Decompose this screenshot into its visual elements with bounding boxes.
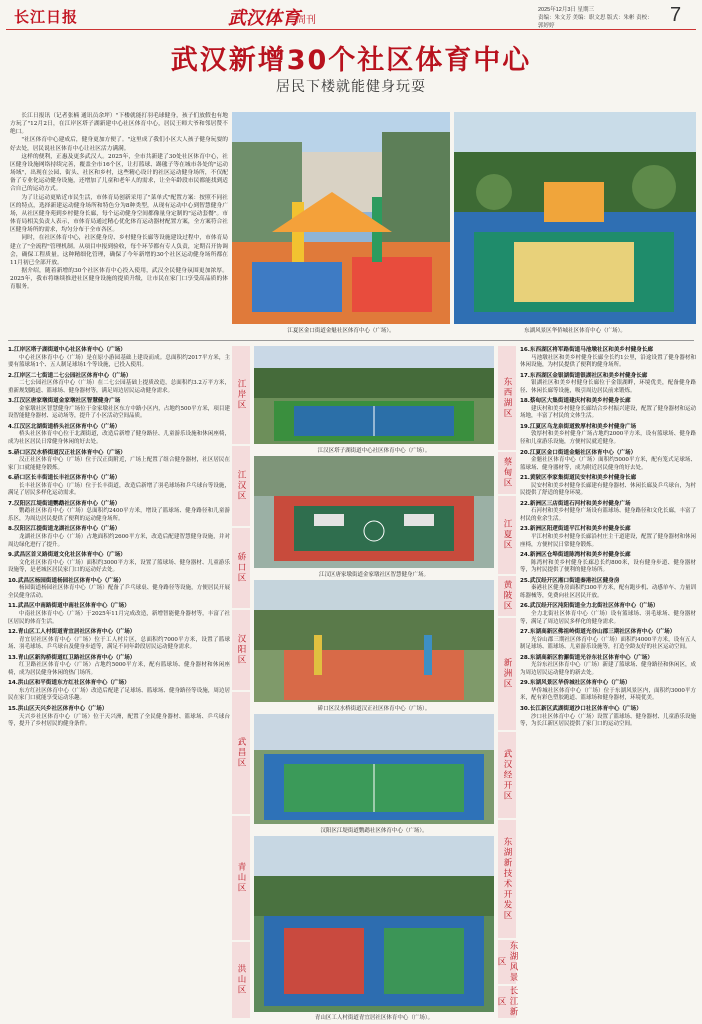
item-title: 21.黄陂区李家集街道民安村和美乡村健身长廊 — [520, 475, 637, 482]
photo-jinkui-community — [232, 112, 450, 324]
district-band: 青山区 — [232, 816, 250, 940]
item-title: 24.新洲区仓埠街道陈湾村和美乡村健身长廊 — [520, 552, 631, 559]
lead-paragraph: 长江日报讯（记者张楠 通讯员余坪）"下楼就能打羽毛球健身，孩子们放假也有地方玩了"12月2日，在江岸区塔子湖新建中心社区体育中心，居民王师大爷和邻居赞不绝口。 — [10, 113, 228, 136]
photo-caption: 汉阳区江堤街道鹦鹉社区体育中心（广场）。 — [320, 828, 428, 834]
section-subtitle: 周刊 — [296, 15, 316, 26]
item-title: 26.武汉经开区沌阳街道全力北街社区体育中心（广场） — [520, 603, 659, 610]
photo-huaqiaocheng-community — [454, 112, 696, 324]
item-body: 石河村和美乡村健身广场设有篮球场、健身路径和文化长廊，丰富了村民的业余生活。 — [520, 508, 697, 522]
masthead — [6, 4, 696, 30]
item-title: 7.汉阳区江堤街道鹦鹉社区体育中心（广场） — [8, 500, 121, 507]
item-title: 6.硚口区长丰街道长丰社区体育中心（广场） — [8, 475, 121, 482]
lead-paragraph: 为了让运动更贴近市民生活，市体育局创新采用了"菜单式"配置方案：按照不同社区的特点，选择新建运动健身场所和特色分为8种类型，从现有运动中心到智慧健身广场，从社区健身苑到乡村健身长廊，每个运动健身空间都像量身定制的"运动套餐"。市体育局相关负责人表示，市体育局通过精心优化体育运动器材配置方案，全方案符合社区健身场所的需求，均匀分布于全市各区。 — [10, 194, 228, 234]
item-body: 秦港社区健身房面积约300平方米，配有跑步机、动感单车、力量训练器械等，免费向社区居民开放。 — [520, 585, 696, 599]
item-body: 中南社区体育中心（广场）于2025年11月完成改造，新增智能健身器材等，丰富了社区居民的体育生活。 — [8, 610, 230, 625]
item-title: 1.江岸区塔子湖街道中心社区体育中心（广场） — [8, 347, 126, 353]
item-body: 银湖社区和美乡村健身长廊位于金银湖畔，环境优美，配备健身路径、休闲长廊等设施，吸引周边居民前来锻炼。 — [520, 380, 696, 394]
district-band: 江夏区 — [498, 496, 516, 574]
item-title: 27.东湖高新区佛祖岭街道光谷山郡三期社区体育中心（广场） — [520, 629, 676, 636]
item-body: 文化社区体育中心（广场）面积约3000平方米，设置了篮球场、健身器材、儿童游乐设施等，是老城区居民家门口的运动好去处。 — [8, 559, 230, 574]
photo-caption: 江夏区金口街道金魁社区体育中心（广场）。 — [287, 328, 395, 334]
district-band: 长江新区 — [496, 986, 518, 1018]
item-body: 龙湖社区体育中心（广场）占地面积约2600平方米，改造后配建智慧健身设施，并对周边绿化进行了提升。 — [8, 534, 230, 548]
item-title: 4.江汉区北湖街道桥头社区体育中心（广场） — [8, 423, 121, 430]
lead-paragraph: 据介绍，随着新增的30个社区体育中心投入使用，武汉全民健身氛围更加浓厚。2025年，我市将继续推进社区健身设施的提质升级，让市民在家门口享受高品质的体育服务。 — [10, 267, 228, 291]
newspaper-logo: 长江日报 — [14, 8, 79, 26]
item-body: 陈湾村和美乡村健身长廊总长约800米，设有健身步道、健身器材等，为村民提供了便利的健身场所。 — [520, 559, 696, 574]
item-body: 敦厚村和美乡村健身广场占地约2000平方米，设有篮球场、健身路径和儿童游乐设施，方便村民就近健身。 — [520, 431, 696, 446]
lead-paragraph: 同时，在社区体育中心，社区健身房、乡村健身长廊等设施建设过程中，市体育局建立了"全流程"管理机制。从项目申报到验收，每个环节都有专人负责，定期召开协调会，确保工程质量。这种精细化管理，确保了今年新增的30个社区运动健身场所都在11月初已全部开放。 — [10, 235, 228, 266]
photo-jinjiadun-community — [254, 456, 494, 568]
item-title: 2.江岸区二七街道二七公园社区体育中心（广场） — [8, 372, 132, 379]
item-body: 沙口社区体育中心（广场）设置了篮球场、健身器材、儿童游乐设施等，为长江新区居民提供了家门口的运动空间。 — [520, 713, 697, 728]
lead-paragraph: "社区体育中心建成后，健身更加方便了。"这里成了我们小区大人孩子健身玩耍的好去处，居民说社区体育中心让社区活力满满。 — [10, 137, 228, 152]
subheadline: 居民下楼就能健身玩耍 — [276, 79, 426, 95]
item-title: 9.武昌区首义路街道文化社区体育中心（广场） — [8, 552, 126, 559]
items-left-column — [8, 344, 230, 729]
item-title: 29.东湖风景区华侨城社区体育中心（广场） — [520, 680, 631, 687]
item-title: 30.长江新区武湖街道沙口社区体育中心（广场） — [520, 705, 642, 712]
photo-qingyiju-community — [254, 836, 494, 1012]
section-divider — [8, 340, 694, 341]
headline: 武汉新增30个社区体育中心 — [170, 45, 532, 76]
item-title: 10.武昌区杨园街道杨园社区体育中心（广场） — [8, 577, 125, 584]
district-band: 武昌区 — [232, 692, 250, 814]
item-title: 5.硚口区汉水桥街道汉正社区体育中心（广场） — [8, 449, 126, 456]
item-title: 3.江汉区唐家墩街道金家墩社区智慧健身广场 — [8, 398, 121, 405]
photo-tazihu-community — [254, 346, 494, 444]
item-body: 金家墩社区智慧健身广场位于金家墩社区东方中路小区内，占地约500平方米，项目建设智能健身器材、运动场等，提升了小区活动空间品质。 — [8, 405, 230, 420]
photo-caption: 青山区工人村街道青宜居社区体育中心（广场）。 — [314, 1015, 434, 1021]
item-body: 华侨城社区体育中心（广场）位于东湖风景区内，面积约3000平方米，配有彩色塑胶跑道、篮球场和健身器材，环境优美。 — [520, 687, 696, 702]
item-body: 民安村和美乡村健身长廊建有健身器材、休闲长廊及乒乓球台，为村民提供了舒适的健身环境。 — [520, 482, 697, 497]
page-number: 7 — [670, 4, 682, 26]
item-title: 25.武汉经开区湘口街道秦港社区健身房 — [520, 577, 620, 584]
district-band: 江岸区 — [232, 346, 250, 444]
photo-caption: 江汉区唐家墩街道金家墩社区智慧健身广场。 — [318, 572, 429, 578]
item-body: 中心社区体育中心（广场）是在原小游园基础上建设而成。总面积约2017平方米，主要有篮球场1个、五人制足球场1个等设施，已投入使用。 — [8, 354, 230, 369]
district-band: 硚口区 — [232, 528, 250, 608]
item-body: 天兴乡社区体育中心（广场）位于天兴洲，配置了全民健身器材、篮球场、乒乓球台等，提升了乡村居民的健身条件。 — [8, 713, 230, 728]
item-title: 16.东西湖区将军路街道马池墩社区和美乡村健身长廊 — [520, 347, 653, 353]
photo-caption: 东湖风景区华侨城社区体育中心（广场）。 — [524, 328, 626, 334]
photo-yingwu-community — [254, 714, 494, 824]
district-band: 武汉经开区 — [498, 732, 516, 818]
section-title: 武汉体育 — [228, 8, 300, 29]
item-body: 杨园街道杨园社区体育中心（广场）配备了乒乓球桌、健身路径等设施，方便居民开展全民健身活动。 — [8, 585, 230, 599]
district-band: 东西湖区 — [498, 346, 516, 450]
item-body: 鹦鹉社区体育中心（广场）总面积约2400平方米，增设了篮球场、健身路径和儿童游乐区，为周边居民提供了便利的运动健身场所。 — [8, 508, 230, 522]
item-body: 东方红社区体育中心（广场）改造后配建了足球场、篮球场、健身路径等设施，周边居民在家门口就能享受运动乐趣。 — [8, 687, 230, 702]
item-title: 18.蔡甸区大集街道建庆村和美乡村健身长廊 — [520, 398, 631, 405]
district-band: 新洲区 — [498, 618, 516, 730]
item-title: 20.江夏区金口街道金魁社区体育中心（广场） — [520, 449, 637, 456]
issue-date: 2025年12月3日 星期三 — [538, 7, 594, 13]
item-title: 23.新洲区阳逻街道平江村和美乡村健身长廊 — [520, 526, 631, 533]
item-title: 28.东湖高新区豹澥街道光谷东社区体育中心（广场） — [520, 654, 653, 661]
item-body: 汉正社区体育中心（广场）位于汉正街附近，广场上配置了组合健身器材，社区居民在家门口就能健身锻炼。 — [8, 457, 230, 471]
item-title: 12.青山区工人村街道青宜居社区体育中心（广场） — [8, 629, 136, 636]
district-band: 汉阳区 — [232, 610, 250, 690]
item-body: 平江村和美乡村健身长廊沿村庄主干道建设，配置了健身器材和休闲座椅，方便村民日常健身锻炼。 — [520, 534, 697, 548]
lead-article — [10, 112, 228, 291]
district-band: 黄陂区 — [498, 576, 516, 616]
item-body: 红卫路社区体育中心（广场）占地约5000平方米，配有篮球场、健身器材和休闲座椅，成为居民健身休闲的热门场所。 — [8, 662, 230, 676]
district-band: 洪山区 — [232, 942, 250, 1018]
item-body: 青宜居社区体育中心（广场）位于工人村片区，总面积约7000平方米，设置了篮球场、羽毛球场、乒乓球台及健身步道等，满足不同年龄段居民运动健身需求。 — [8, 636, 230, 651]
item-title: 17.东西湖区金银湖街道银湖社区和美乡村健身长廊 — [520, 372, 648, 379]
items-right-column — [520, 344, 696, 729]
item-title: 8.汉阳区江提街道龙湖社区体育中心（广场） — [8, 526, 121, 533]
item-body: 桥头社区体育中心位于北湖街道，改造后新增了健身路径、儿童游乐设施和休闲座椅，成为社区居民日常健身休闲的好去处。 — [8, 431, 230, 446]
editor-credits: 责编：朱文芳 美编：职文思 版式：朱彬 责校：郭婷婷 — [538, 15, 653, 29]
issue-info — [538, 6, 658, 30]
district-band: 东湖新技术开发区 — [498, 820, 516, 938]
district-band: 江汉区 — [232, 446, 250, 526]
item-title: 13.青山区新沟桥街道红卫路社区体育中心（广场） — [8, 654, 136, 661]
item-body: 马池墩社区和美乡村健身长廊全长约1公里，沿途设置了健身器材和休闲设施，为村民提供了便利的健身场所。 — [520, 354, 696, 369]
item-title: 19.江夏区乌龙泉街道敦厚村和美乡村健身广场 — [520, 423, 637, 430]
item-title: 14.洪山区和平街道东方红社区体育中心（广场） — [8, 680, 130, 687]
item-body: 光谷东社区体育中心（广场）新建了篮球场、健身路径和休闲区，成为周边居民运动健身的新去处。 — [520, 662, 697, 676]
photo-caption: 江汉区塔子湖街道中心社区体育中心（广场）。 — [317, 448, 431, 454]
lead-paragraph: 这样的便利，正惠及更多武汉人。2025年，全市共新建了30处社区体育中心，社区健身设施网络持续完善，覆盖全市16个区，让打篮球、踢毽子等在城市各处的"运动场域"，出现在公园、街头、社区和乡村，这些精心设计的社区运动健身场所，不仅配备了专业化运动健身设施，还增加了儿童和老年人的需求，让全年龄段市民都能找到适合自己的运动方式。 — [10, 153, 228, 193]
item-body: 金魁社区体育中心（广场）面积约5000平方米，配有笼式足球场、篮球场、健身器材等，成为附近居民健身的好去处。 — [520, 457, 696, 471]
item-body: 建庆村和美乡村健身长廊结合乡村振兴建设，配置了健身器材和运动场地，丰富了村民的文体生活。 — [520, 405, 697, 420]
item-body: 长丰社区体育中心（广场）位于长丰街道，改造后新增了羽毛球场和乒乓球台等设施，满足了居民多样化运动需求。 — [8, 482, 230, 497]
item-body: 二七公园社区体育中心（广场）在二七公园基础上提质改造，总面积约3.2万平方米，重新规划跑道、篮球场、健身器材等，满足周边居民运动健身需求。 — [8, 380, 230, 394]
item-title: 11.武昌区中南路街道中南社区体育中心（广场） — [8, 603, 130, 610]
district-band: 东湖风景区 — [496, 941, 518, 983]
item-title: 22.新洲区三店街道石河村和美乡村健身广场 — [520, 500, 631, 507]
item-title: 15.洪山区天兴乡社区体育中心（广场） — [8, 705, 108, 712]
photo-caption: 硚口区汉水桥街道汉正社区体育中心（广场）。 — [317, 706, 431, 712]
item-body: 全力北街社区体育中心（广场）设有篮球场、羽毛球场、健身器材等，满足了周边居民多样化的健身需求。 — [520, 610, 696, 625]
item-body: 光谷山郡三期社区体育中心（广场）面积约4000平方米，设有五人制足球场、篮球场、儿童游乐设施等，打造全龄友好的社区运动空间。 — [520, 636, 696, 651]
photo-hanzheng-community — [254, 580, 494, 702]
district-band: 蔡甸区 — [498, 452, 516, 494]
